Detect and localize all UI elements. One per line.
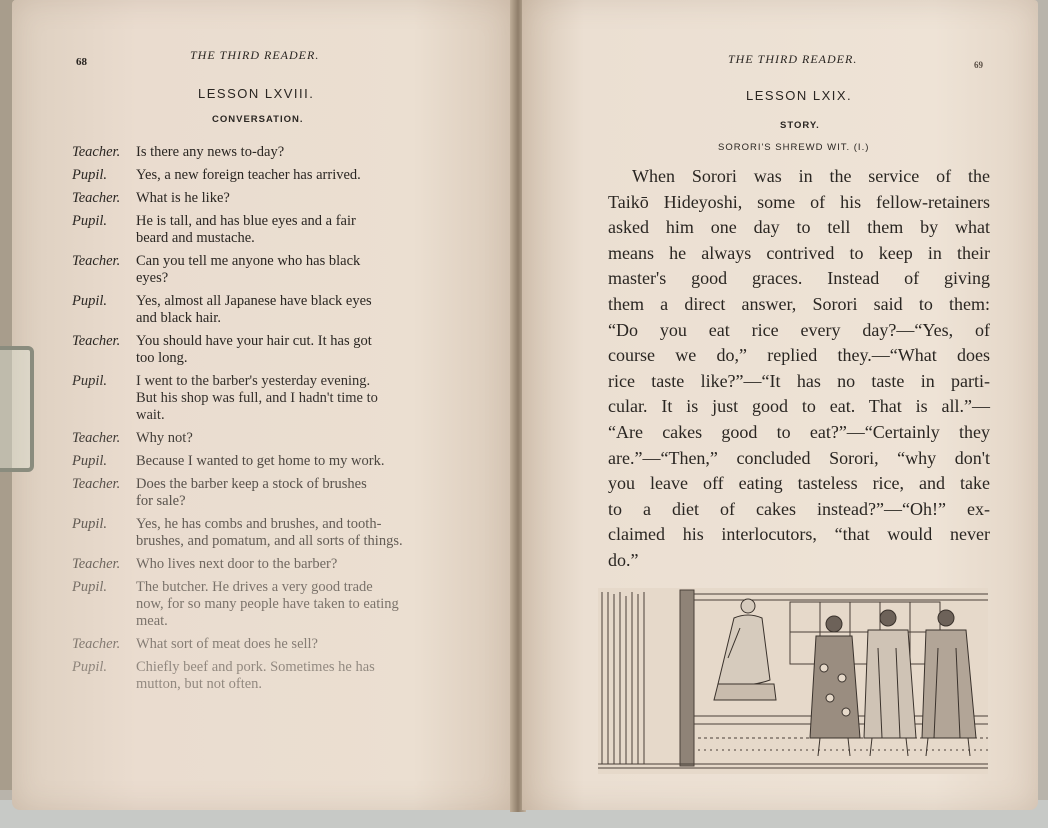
speaker-label: Pupil.: [72, 213, 108, 229]
speaker-label: Teacher.: [72, 430, 121, 446]
story-line: claimed his interlocutors, “that would never: [608, 524, 990, 545]
utterance-line: for sale?: [136, 493, 186, 509]
utterance-line: and black hair.: [136, 310, 221, 326]
utterance: [136, 373, 464, 424]
story-line: “Do you eat rice every day?—“Yes, of: [608, 319, 990, 340]
left-running-head: THE THIRD READER.: [190, 48, 320, 62]
utterance-line: brushes, and pomatum, and all sorts of things.: [136, 533, 403, 549]
speaker-label: Pupil.: [72, 516, 108, 532]
dialogue-turn: [72, 659, 464, 693]
utterance-line: Can you tell me anyone who has black: [136, 253, 361, 269]
utterance-line: I went to the barber's yesterday evening.: [136, 373, 371, 389]
utterance-line: Yes, almost all Japanese have black eyes: [136, 293, 372, 309]
utterance-line: wait.: [136, 407, 165, 423]
story-line: you leave off eating tasteless rice, and take: [608, 473, 990, 494]
utterance-line: Who lives next door to the barber?: [136, 556, 338, 572]
utterance: [136, 636, 464, 653]
speaker-label: Pupil.: [72, 293, 108, 309]
utterance: [136, 516, 464, 550]
story-line: When Sorori was in the service of the: [632, 166, 990, 186]
utterance-line: The butcher. He drives a very good trade: [136, 579, 373, 595]
story-line: do.”: [608, 549, 639, 570]
utterance-line: Yes, a new foreign teacher has arrived.: [136, 167, 361, 183]
utterance-line: He is tall, and has blue eyes and a fair: [136, 213, 356, 229]
engraving-illustration: [598, 588, 988, 774]
utterance: [136, 190, 464, 207]
speaker-label: Teacher.: [72, 253, 121, 269]
left-page-number: 68: [76, 56, 87, 68]
left-lesson-title: LESSON LXVIII.: [198, 86, 315, 101]
utterance: [136, 430, 464, 447]
conversation-text: [72, 144, 464, 699]
dialogue-turn: [72, 333, 464, 367]
dialogue-turn: [72, 430, 464, 447]
utterance-line: Chiefly beef and pork. Sometimes he has: [136, 659, 375, 675]
story-line: Taikō Hideyoshi, some of his fellow-retainers: [608, 191, 990, 212]
speaker-label: Teacher.: [72, 144, 121, 160]
utterance-line: eyes?: [136, 270, 169, 286]
speaker-label: Pupil.: [72, 579, 108, 595]
story-line: course we do,” replied they.—“What does: [608, 345, 990, 366]
story-title: SORORI'S SHREWD WIT. (I.): [718, 142, 870, 153]
story-text: [608, 164, 990, 574]
utterance: [136, 556, 464, 573]
dialogue-turn: [72, 253, 464, 287]
dialogue-turn: [72, 373, 464, 424]
utterance-line: meat.: [136, 613, 168, 629]
dialogue-turn: [72, 453, 464, 470]
utterance-line: Does the barber keep a stock of brushes: [136, 476, 367, 492]
dialogue-turn: [72, 213, 464, 247]
utterance: [136, 333, 464, 367]
utterance: [136, 253, 464, 287]
dialogue-turn: [72, 556, 464, 573]
dialogue-turn: [72, 579, 464, 630]
right-lesson-subtitle: STORY.: [780, 120, 820, 131]
story-line: “Are cakes good to eat?”—“Certainly they: [608, 421, 990, 442]
utterance-line: beard and mustache.: [136, 230, 255, 246]
speaker-label: Pupil.: [72, 167, 108, 183]
right-lesson-title: LESSON LXIX.: [746, 88, 853, 103]
right-page-number: 69: [974, 60, 983, 70]
dialogue-turn: [72, 190, 464, 207]
speaker-label: Teacher.: [72, 476, 121, 492]
speaker-label: Pupil.: [72, 453, 108, 469]
story-line: rice taste like?”—“It has no taste in parti-: [608, 370, 990, 391]
speaker-label: Teacher.: [72, 636, 121, 652]
right-running-head: THE THIRD READER.: [728, 52, 858, 66]
story-line: master's good graces. Instead of giving: [608, 268, 990, 289]
dialogue-turn: [72, 476, 464, 510]
story-line: to a diet of cakes instead?”—“Oh!” ex-: [608, 498, 990, 519]
utterance-line: mutton, but not often.: [136, 676, 263, 692]
story-line: asked him one day to tell them by what: [608, 217, 990, 238]
utterance: [136, 579, 464, 630]
utterance-line: What sort of meat does he sell?: [136, 636, 318, 652]
utterance: [136, 293, 464, 327]
speaker-label: Pupil.: [72, 373, 108, 389]
utterance: [136, 144, 464, 161]
utterance: [136, 453, 464, 470]
dialogue-turn: [72, 144, 464, 161]
utterance: [136, 167, 464, 184]
utterance-line: Why not?: [136, 430, 193, 446]
dialogue-turn: [72, 167, 464, 184]
utterance: [136, 476, 464, 510]
utterance-line: now, for so many people have taken to eating: [136, 596, 399, 612]
utterance: [136, 659, 464, 693]
utterance-line: Because I wanted to get home to my work.: [136, 453, 385, 469]
story-line: means he always contrived to keep in their: [608, 242, 990, 263]
dialogue-turn: [72, 516, 464, 550]
utterance-line: But his shop was full, and I hadn't time to: [136, 390, 378, 406]
story-line: cular. It is just good to eat. That is all.”—: [608, 396, 990, 417]
utterance-line: What is he like?: [136, 190, 230, 206]
utterance-line: Yes, he has combs and brushes, and tooth-: [136, 516, 382, 532]
utterance-line: too long.: [136, 350, 188, 366]
speaker-label: Teacher.: [72, 333, 121, 349]
left-lesson-subtitle: CONVERSATION.: [212, 114, 304, 125]
speaker-label: Teacher.: [72, 556, 121, 572]
utterance: [136, 213, 464, 247]
speaker-label: Teacher.: [72, 190, 121, 206]
bookmark-clip: [0, 346, 34, 472]
speaker-label: Pupil.: [72, 659, 108, 675]
utterance-line: Is there any news to-day?: [136, 144, 285, 160]
dialogue-turn: [72, 636, 464, 653]
dialogue-turn: [72, 293, 464, 327]
utterance-line: You should have your hair cut. It has got: [136, 333, 372, 349]
story-line: are.”—“Then,” concluded Sorori, “why don't: [608, 447, 990, 468]
story-line: them a direct answer, Sorori said to them:: [608, 293, 990, 314]
